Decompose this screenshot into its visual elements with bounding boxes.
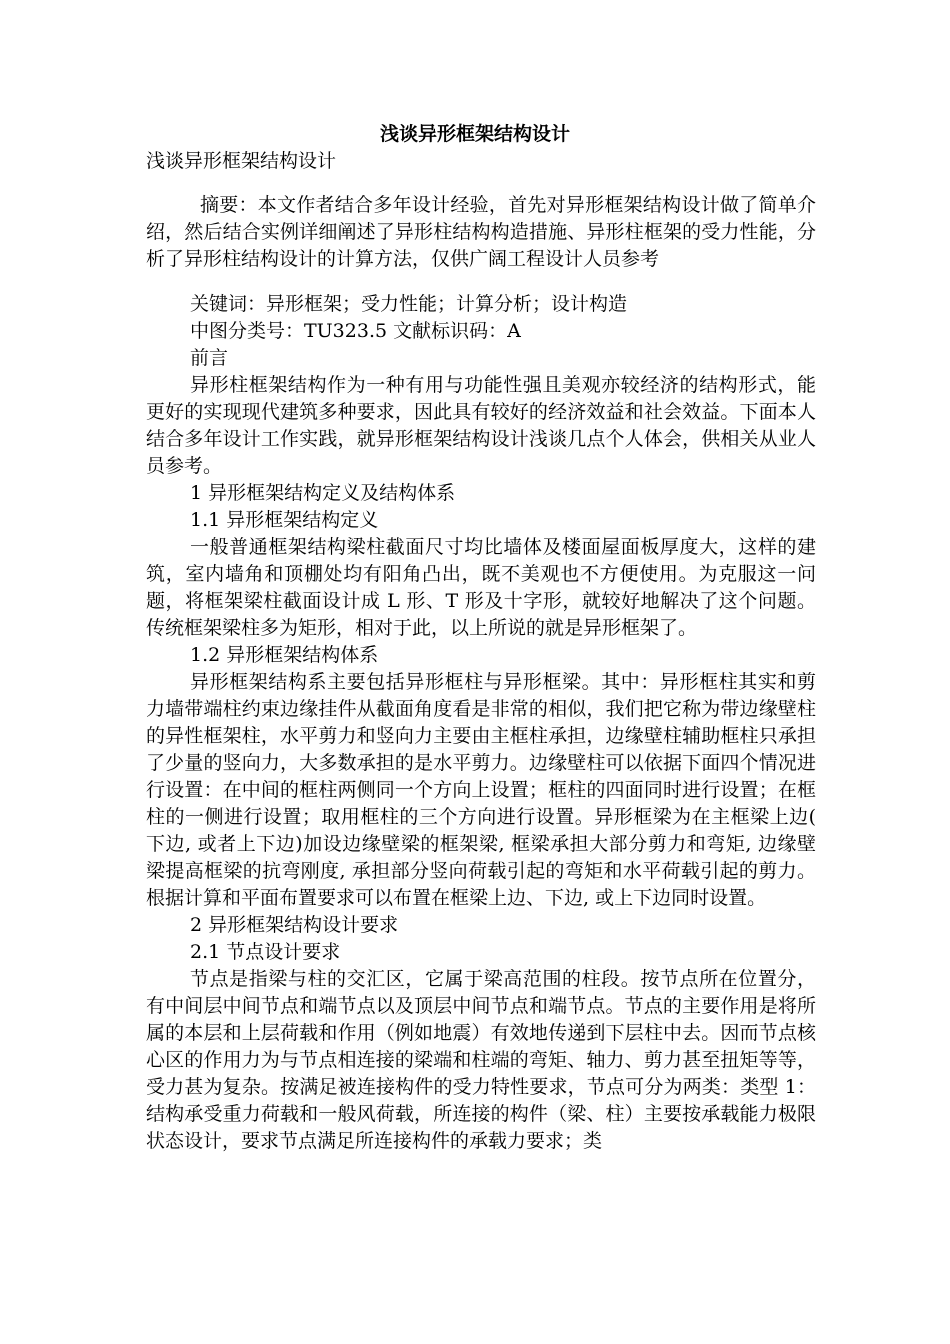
section-1-heading: 1 异形框架结构定义及结构体系 [190, 482, 456, 504]
document-body [146, 148, 816, 1155]
preface-paragraph: 异形柱框架结构作为一种有用与功能性强且美观亦较经济的结构形式，能更好的实现现代建筑多种要求，因此具有较好的经济效益和社会效益。下面本人结合多年设计工作实践，就异形框架结构设计浅谈几点个人体会，供相关从业人员参考。 [146, 374, 816, 477]
section-1-1-heading: 1.1 异形框架结构定义 [190, 509, 379, 531]
section-1-1-paragraph: 一般普通框架结构梁柱截面尺寸均比墙体及楼面屋面板厚度大，这样的建筑，室内墙角和顶棚处均有阳角凸出，既不美观也不方便使用。为克服这一问题，将框架梁柱截面设计成 L 形、T 形及十字形，就较好地解决了这个问题。传统框架梁柱多为矩形，相对于此，以上所说的就是异形框架了。 [146, 536, 816, 639]
document-subtitle: 浅谈异形框架结构设计 [146, 150, 337, 172]
classification-line: 中图分类号：TU323.5 文献标识码：A [190, 320, 521, 342]
section-1-2-heading: 1.2 异形框架结构体系 [190, 644, 379, 666]
keywords-line: 关键词：异形框架；受力性能；计算分析；设计构造 [190, 293, 628, 315]
abstract-paragraph: 摘要：本文作者结合多年设计经验，首先对异形框架结构设计做了简单介绍，然后结合实例详细阐述了异形柱结构构造措施、异形柱框架的受力性能，分析了异形柱结构设计的计算方法，仅供广阔工程设计人员参考 [146, 194, 816, 270]
section-1-2-paragraph: 异形框架结构系主要包括异形框柱与异形框梁。其中：异形框柱其实和剪力墙带端柱约束边缘挂件从截面角度看是非常的相似，我们把它称为带边缘壁柱的异性框架柱，水平剪力和竖向力主要由主框柱承担，边缘壁柱辅助框柱只承担了少量的竖向力，大多数承担的是水平剪力。边缘壁柱可以依据下面四个情况进行设置：在中间的框柱两侧同一个方向上设置；框柱的四面同时进行设置；在框柱的一侧进行设置；取用框柱的三个方向进行设置。异形框梁为在主框梁上边( 下边, 或者上下边)加设边缘壁梁的框架梁, 框梁承担大部分剪力和弯矩, 边缘壁梁提高框梁的抗弯刚度, 承担部分竖向荷载引起的弯矩和水平荷载引起的剪力。根据计算和平面布置要求可以布置在框梁上边、下边, 或上下边同时设置。 [146, 671, 816, 909]
section-2-heading: 2 异形框架结构设计要求 [190, 914, 399, 936]
spacer [146, 175, 816, 192]
section-2-1-heading: 2.1 节点设计要求 [190, 941, 341, 963]
document-title: 浅谈异形框架结构设计 [379, 123, 570, 145]
section-2-1-paragraph: 节点是指梁与柱的交汇区，它属于梁高范围的柱段。按节点所在位置分，有中间层中间节点和端节点以及顶层中间节点和端节点。节点的主要作用是将所属的本层和上层荷载和作用（例如地震）有效地传递到下层柱中去。因而节点核心区的作用力为与节点相连接的梁端和柱端的弯矩、轴力、剪力甚至扭矩等等，受力甚为复杂。按满足被连接构件的受力特性要求，节点可分为两类：类型 1：结构承受重力荷载和一般风荷载，所连接的构件（梁、柱）主要按承载能力极限状态设计，要求节点满足所连接构件的承载力要求；类 [146, 968, 816, 1152]
spacer [146, 273, 816, 291]
preface-heading: 前言 [190, 347, 229, 369]
